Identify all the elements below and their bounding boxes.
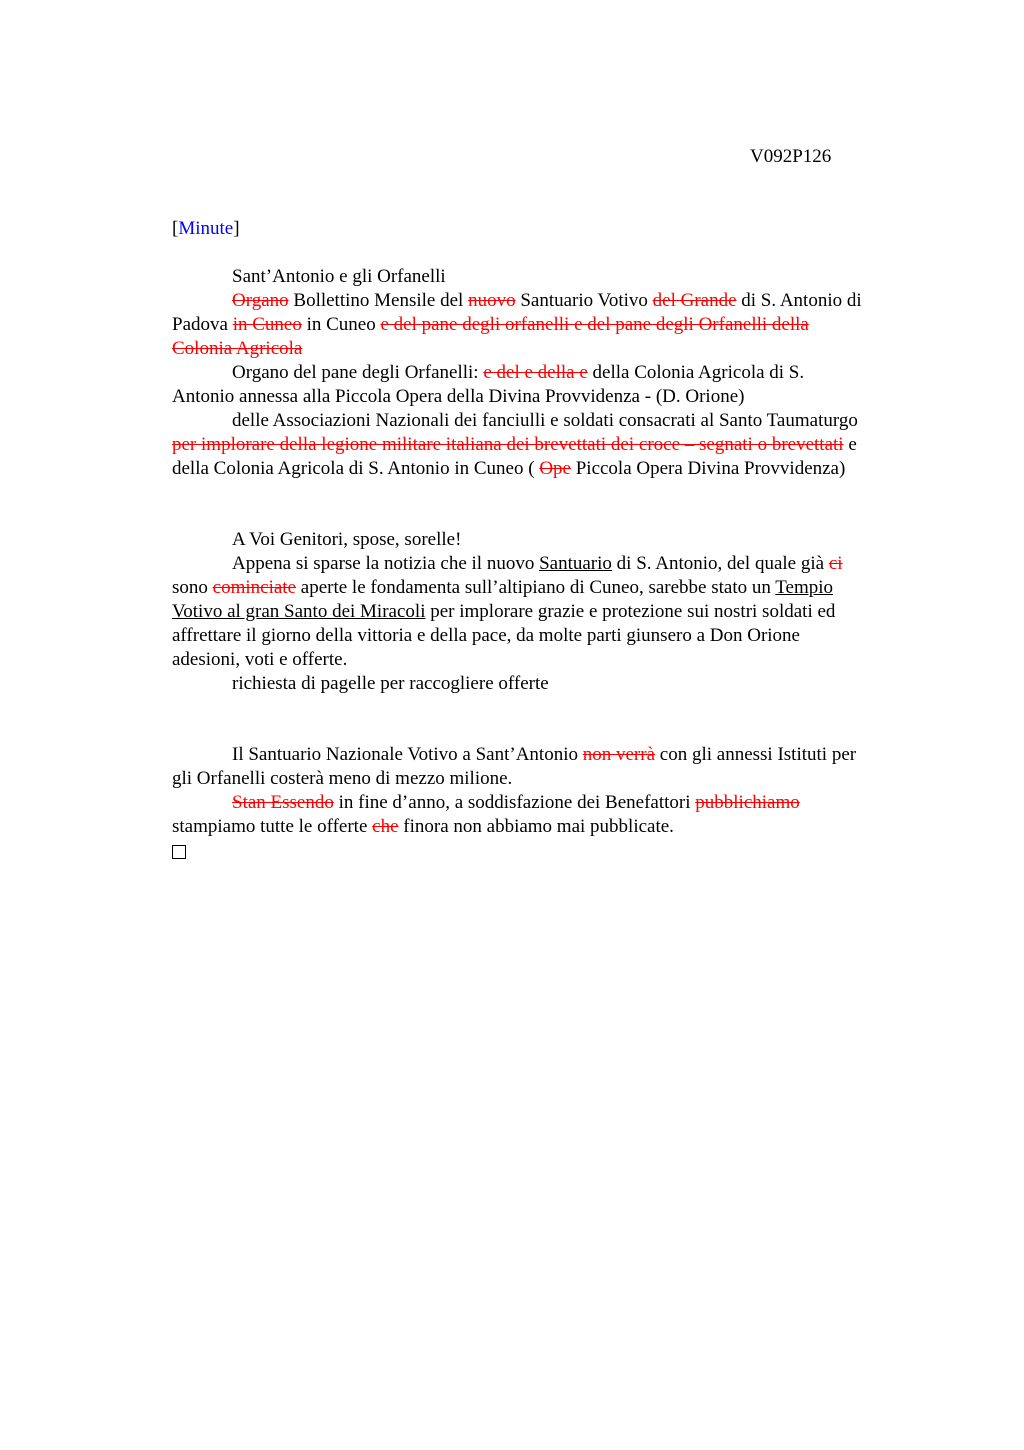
appeal-line-2: sono cominciate aperte le fondamenta sull’altipiano di Cuneo, sarebbe stato un Tempio (172, 577, 834, 598)
heading-line-4: Organo del pane degli Orfanelli: e del e della e della Colonia Agricola di S. (232, 362, 805, 383)
document-body (172, 217, 924, 866)
closing-line-1: Il Santuario Nazionale Votivo a Sant’Antonio non verrà con gli annessi Istituti per (232, 744, 857, 765)
document-reference: V092P126 (750, 146, 832, 167)
closing-line-2: gli Orfanelli costerà meno di mezzo milione. (172, 768, 513, 789)
deleted-text: Colonia Agricola (172, 338, 303, 359)
deleted-text: cominciate (212, 577, 297, 598)
deleted-text: pubblichiamo (695, 792, 800, 813)
closing-line-4: stampiamo tutte le offerte che finora non abbiamo mai pubblicate. (172, 816, 674, 837)
underlined-text: Votivo al gran Santo dei Miracoli (172, 601, 426, 622)
heading-line-5: Antonio annessa alla Piccola Opera della Divina Provvidenza - (D. Orione) (172, 386, 745, 407)
appeal-line-1: Appena si sparse la notizia che il nuovo Santuario di S. Antonio, del quale già ci (232, 553, 843, 574)
heading-line-8: della Colonia Agricola di S. Antonio in Cuneo ( Ope Piccola Opera Divina Provvidenza) (172, 458, 846, 479)
deleted-text: Stan Essendo (232, 792, 334, 813)
appeal-line-3: Votivo al gran Santo dei Miracoli per implorare grazie e protezione sui nostri soldati ed (172, 601, 836, 622)
checkbox-symbol-icon (172, 839, 924, 866)
heading-line-2: Padova in Cuneo in Cuneo e del pane degli orfanelli e del pane degli Orfanelli della (172, 314, 809, 335)
deleted-text: Ope (539, 458, 571, 479)
heading-line-6: delle Associazioni Nazionali dei fanciulli e soldati consacrati al Santo Taumaturgo (232, 410, 858, 431)
underlined-text: Santuario (539, 553, 612, 574)
deleted-text: Organo (232, 290, 289, 311)
heading-line-7: per implorare della legione militare italiana dei brevettati dei croce – segnati o brevettati e (172, 434, 857, 455)
document-title: Sant’Antonio e gli Orfanelli (232, 266, 446, 287)
deleted-text: non verrà (582, 744, 656, 765)
deleted-text: del Grande (652, 290, 737, 311)
appeal-line-5: adesioni, voti e offerte. (172, 649, 348, 670)
deleted-text: ci (828, 553, 843, 574)
minute-link[interactable]: Minute (178, 218, 234, 239)
deleted-text: e del e della e (483, 362, 588, 383)
underlined-text: Tempio (775, 577, 834, 598)
appeal-greeting: A Voi Genitori, spose, sorelle! (232, 529, 462, 550)
deleted-text: che (372, 816, 399, 837)
minute-line: [Minute] (172, 218, 240, 239)
deleted-text: in Cuneo (232, 314, 302, 335)
appeal-note: richiesta di pagelle per raccogliere offerte (232, 673, 549, 694)
deleted-text: per implorare della legione militare italiana dei brevettati dei croce – segnati o brevettati (172, 434, 844, 455)
heading-line-1: Organo Bollettino Mensile del nuovo Santuario Votivo del Grande di S. Antonio di (232, 290, 862, 311)
appeal-line-4: affrettare il giorno della vittoria e della pace, da molte parti giunsero a Don Orione (172, 625, 800, 646)
heading-line-3 (172, 337, 924, 361)
deleted-text: e del pane degli orfanelli e del pane degli Orfanelli della (380, 314, 809, 335)
closing-line-3: Stan Essendo in fine d’anno, a soddisfazione dei Benefattori pubblichiamo (232, 792, 800, 813)
deleted-text: nuovo (468, 290, 516, 311)
